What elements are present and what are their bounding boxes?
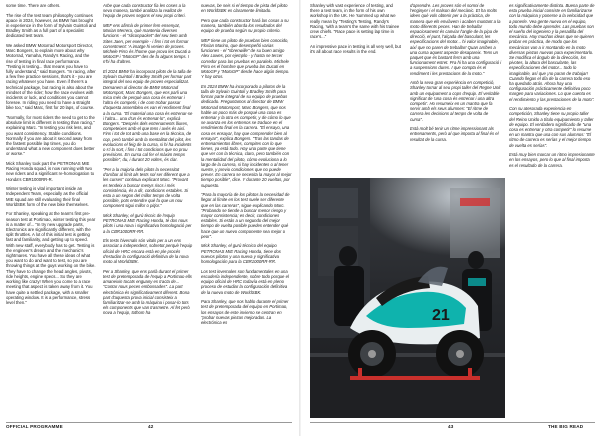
paragraph: Està molt bé tenir un ritme impressionant als entrenaments, però al que importa al final és el resultat de la cursa. — [410, 126, 499, 142]
paragraph: Pero que cada constructor hará las cosas a su manera, también aborda los resultados del equipo de prueba según su propio criterio. — [201, 17, 289, 34]
paragraph: Para Shanley, que nos hablo durante el primer test de pretemporada del equipo en Portimao, los ensayos de este invierno se centran en "probar nuevas piezas mejoradas. La electrónica es — [201, 299, 289, 325]
text-column-2 — [103, 3, 193, 423]
page-number-right: 43 — [448, 424, 454, 429]
paragraph: es significativamente distinta. Buena parte de esta prueba inicial consiste en familiarizarse con la máquina y ponerse a la velocidad que a ponerle. Vea gente nueva en el equipo, todo mundo debe aprender. Las pruebas son el sueño del ingeniero y la pesadilla del mecánico. Hay muchas ideas que se quieren probar en práctica, de modo que los mecánicos van a ir montando en la moto diversas piezas nuevas para experimentarlo. Se modifica el ángulo de la dirección, los pivotes, la altura del basculante, las especificaciones del motor... todo lo imaginable, así que ¡no paran de trabajar! Cuando llegas el día de la carrera todo eso ha quedado atrás. Ahora hay una configuración prácticamente definitiva poco margen para variaciones. Lo que cuenta es el rendimiento y las prestaciones de la moto". — [509, 3, 595, 102]
footer-publication-name: OFFICIAL PROGRAMME — [6, 424, 63, 429]
paragraph: Está muy bien marcar un ritmo impresionante en los ensayos, pero lo que al final importa es el resultado de la carrera. — [509, 152, 595, 168]
paragraph: Con su atesorada experiencia en competición, Shanley tiene su propio taller del Reino Unido a título equipamiento y taller de equipo. El verdadero significado de "una cosa es entrenar y otra competir" lo resume en un mantra que usa con sus alumnos: "El ritmo de carrera es serías y el mejor tiempo de vuelta es serías". — [509, 106, 594, 148]
page-number-left: 42 — [148, 424, 154, 429]
paragraph: d'aprendre. Les proves són el somni de l'enginyer i el malson del mecànic. Et ha molts idees què vols obtenir per a la pràctica, de manera que els enviàvem i acaben muntant a la moto diferents peces. Han de treballar espaciosament és canviar l'angle de la pipa de direcció, el punt, l'alçada del basculant, les especificacions del motor... hi valor imaginable, així que no paren de treballar! Quan arribes a una cursa aquest aspecte desapareix. Tens un paquet que és bastant ferm amb una funcionament estret. Pra hi ha una configuració i a suspensions dures. I que compta és el rendiment i les prestacions de la moto." — [410, 3, 502, 76]
paragraph: Amb la seva gran experiència en competició, Shanley tornar al seu propi taller del Regne Unit amb un equipament a cops d'equip. El veritable significat de 'una cosa és entrenar i una altra competir'. Ho resumeix en un mantra que fa servir amb els seus alumnes: "El ritme de carrera les decisions al temps de volta de cursa". — [410, 80, 501, 122]
text-column-4 — [310, 3, 403, 173]
footer-section-name: THE BIG READ — [548, 424, 584, 429]
paragraph: "Normally, for most riders the need to get to the absolute limit is different in testing than racing," explaining Marc. "In testing you risk less, and you want consistency. Stable conditions. Normally if you are about it second away from the fastest possible lap times, you do understand what a new component does better or worse." — [6, 115, 95, 157]
paragraph: some time. There are others. — [6, 3, 61, 8]
text-column-6 — [509, 3, 595, 241]
paragraph: The rise of the test team philosophy continues apace in 2024, however, as BMW has brought in experience in the form of Sylvain Guintoli and Bradley Smith as a full part of a specialist dedicated test team. — [6, 12, 96, 39]
text-column-3 — [201, 3, 292, 423]
paragraph: Per a Shanley, que ens parlà durant el primer test de pretemporada de l'equip a Portimao ells amaneixin tocats enguany es tracta de... "Contar nous peces embossades". La part electrònica és significativament diferent. Bona part d'aquesta prova inicial consisteix a familiaritzar-se amb la màquina i posar-lo tots els components que van trasmetre. Al fet però nova a l'equip, tothom ha — [103, 268, 192, 316]
text-column-5 — [410, 3, 502, 173]
paragraph: MEF tiene un piloto de pruebas bien conocido, Florian Marino, que desempeñó varias funciones - el "sbrenwille" de su buen amigo Alex Lowes, por ejemplo - y hasta se tercer corredor para las pruebas en paralelo. Michele Pirro es el hombre que prueba las Ducati en MotoGP y "MotoGP" desde hace algún tiempo. Y hay otros. — [201, 37, 290, 80]
paragraph: Mick Shanley, el gurú técnico del equipo PETRONAS MIE Racing Honda, tiene dos nuevos pilotos y una nueva y significativa homologación para la CBR1000RR-RR. — [201, 243, 281, 265]
bike-number: 21 — [432, 307, 450, 324]
paragraph: Los test invernales son fundamentales en una escudería independiente, sobre todo porque el equipo oficial de HRC todavía está en pleno proceso de estudiar la configuración definitiva de la nueva moto de WorldSBK. — [201, 268, 289, 295]
pit-garage-motorcycle-photo — [310, 178, 505, 418]
paragraph: An impressive pace in testing is all very well, but it's all about race results in the end. — [310, 43, 401, 55]
paragraph: "Para la mayoría de los pilotos la necesidad de llegar al límite en los test suele ser diferente que en las carreras", sigue explicando Marc. "Probando se tiende a buscar menor riesgo y mayor consistencia; es decir, condiciones estables. Si estás a un segundo del mejor tiempo de vuelta posible puedes entender qué hace que un nuevo componente sea mejor o peor". — [201, 192, 290, 239]
paragraph: Winter testing is vital important inside an Independent Team, especially as the official MIE squad are still evaluating their final WorldSBK form of the new bike themselves. — [6, 186, 89, 207]
paragraph: "Per a la majoria dels pilots la necessitat d'arribar al límit als tests sol ser diferent que a les curses" continua explicant Marc. "Provant es tendeix a buscar menys riscs i més consistència, és a dir, condicions estables. Si esta a un segon del millor temps de volta possible, pots entendre què fa que un nou component sigui millor o pitjor." — [103, 167, 190, 209]
paragraph: Arbe que cada constructor fia les coses a la seva manera, també analitza la realitat de l'equip de proves segons el seu propi criteri. — [103, 3, 186, 19]
footer-rule-left — [6, 422, 292, 423]
paragraph: For Shanley, speaking at the team's first pre-season test at Portimao, winter testing this year is a matter of... "In try new upgrade parts, Electronics are significantly different, with the split throttles. A lot of this initial test is getting fast and familiarity, and getting up to speed. With new staff, everybody has to get. Testing is the engineer's dream and the mechanic's nightmares. You have all these ideas of what you want to do and want to test, so you are throwing things at the guys working on the bike. They have to change the head angles, pivots, ride heights, engine specs... So they are working like crazy! When you come to a race meeting that aspect is taken away from it. You have quite a settled package, with a smaller operating window. It is a performance, stress level then." — [6, 211, 96, 305]
paragraph: MEF ens afirmà de primer fem ensenyat, Marian Merrera, què mantenia diverses funcions - el "sliconpacket" del seu tiem amb Sites Jaen, per exemple - i fins i tot en formar correntment: 'A imatge hi venien de proves. Michele Pirro és l'home que prova les Ducati a MotoGP i "MotoGP" des de fa alguns temps. I n'hi ha d'altres. — [103, 23, 191, 65]
text-column-1 — [6, 3, 96, 423]
paragraph: Mick Shanley took part the PETRONAS MIE Racing Honda squad, is now running with two new riders and a significant re-homologation to Honda's CBR1000RR-R. — [6, 161, 95, 182]
paragraph: We asked BMW Motorrad Motorsport Director, Marc Bongers, to explain more about why Motorrad, Yamaha, Randy's Racing, and the rise of testing in final race performance. "Testing is testing... that means you have to fully understand," said Bongers. "In racing, after a few free practice sessions, that's it - you are racing whatever you have. Even if there's a technical package, but racing is also about the mindset of the rider; how the race evolves with incidents or luck, and conditions you cannot foresee. In riding you need to have a straight bike too," said Marc, first for 20 laps, of course. — [6, 43, 96, 111]
paragraph: Els tests hivernals són vitals per a un ens associat a independent, sobretot perquè l'equip oficial de HRC encara està en ple procés d'estudiar la configuració definitiva de la nova moto al WorldSBK. — [103, 238, 193, 265]
paragraph: Shanley with vast experience of testing, and there a test team, in the form of his own workshop in the UK. He 'summed up what we really mean by "Testing's Testing, Randy's Racing, 'with a team's the same with his trainee crew chiefs. "Race pace is setting lap time in race's..." — [310, 3, 400, 40]
photo-illustration — [310, 178, 505, 418]
paragraph: En 2024 BMW ha incorporado a pilotos de la talla de Sylvain Guintoli y Bradley Smith para formar parte integral de su equipo de pruebas dedicado. Preguntamos al director de BMW Motorrad Motorsport, Marc Bongers, que nos hable un poco más de porqué una cosa es entrenar y la otra es competir, y de cómo lo que se avanza en los entrenos se traduce en el rendimiento final en la carrera. "El ensayo, una cosa es ensayar, hay que comprender bien al ensayar", explica Bongers. "Tras las tandas de entrenamientos libres, compites con lo que tienes, ya está todo. Hay una parte que tiene que ver con la técnica, claro, pero también con la mentalidad del piloto, cómo evoluciona a lo largo de la carrera, si hay incidentes o al tener suerte, y previo condiciones que no puede prever. En carrera se necesita la mayor al mejor tiempo posible", dice. Y durante 20 vueltas, por supuesto. — [201, 83, 292, 188]
paragraph: nuevas, be seis si el tiempo de pista del piloto en WorldSBK es claramente limitado. — [201, 3, 288, 14]
page-gutter — [299, 0, 301, 436]
paragraph: Mick Shanley, el gurú tècnic de l'equip PETRONAS MIE Racing Honda, té dos nous pilots i una nova i significativa homologació per a la CBR1000RR-RR. — [103, 213, 192, 234]
footer-rule-right — [310, 422, 595, 423]
paragraph: El 2024 BMW ha incorporat pilots de la talla de Sylvain Guintoli i Bradley Smith per formar part integral del seu equip de proves especialitzat. Demanem al director de BMW Motorrad Motorsport, Marc Bongers, que ens parli una mica més de perquè una cosa és entrenar i l'altra és competir, i de com trobar passar d'aquesta assemblea es van el rendiment final a la cursa. "El material una cosa és entrenar-se i l'altra... una d'un és entrenat-lo", explicà Bongers. "Després dels entrenaments lliures, competeixes amb el que tens i avés és així. Fins i tot de tot amb una base en la tècnica, de cop, però també amb la mentalitat del pilot, les evolucions el feig de la cursa, si hi ha incidents o s'i la sort, i fins i tot condicions que no prou previsions. En cursa cal fer el màxim temps possible", du, i durant 20 voltes, és clar. — [103, 69, 193, 163]
